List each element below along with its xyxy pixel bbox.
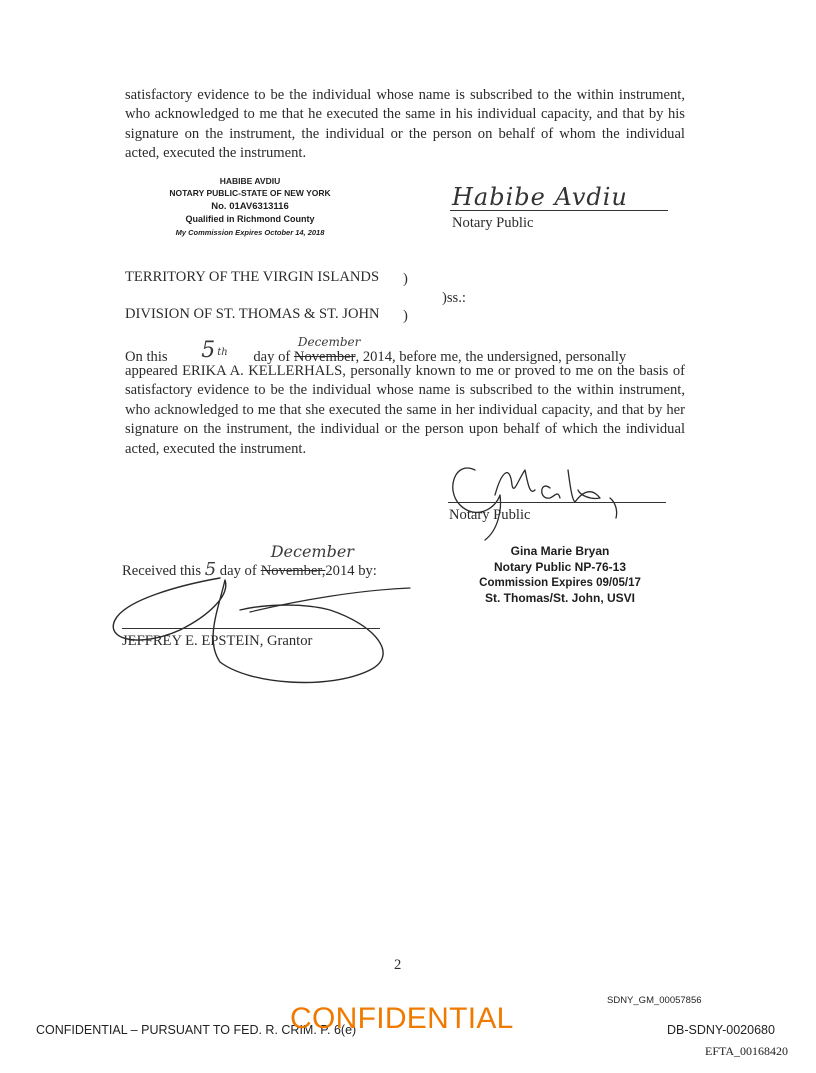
efta-number: EFTA_00168420 bbox=[705, 1044, 789, 1058]
ack-month-struck: November bbox=[293, 348, 356, 365]
stamp-line: Qualified in Richmond County bbox=[185, 214, 315, 224]
signature-line-1 bbox=[450, 210, 668, 211]
venue-ss: )ss.: bbox=[442, 290, 466, 306]
bates-right: DB-SDNY-0020680 bbox=[667, 1023, 775, 1037]
confidential-watermark: CONFIDENTIAL bbox=[290, 1002, 514, 1035]
stamp-line: NOTARY PUBLIC-STATE OF NEW YORK bbox=[169, 188, 331, 198]
ack-rest: , 2014, before me, the undersigned, personally bbox=[355, 348, 627, 365]
received-day-of: day of bbox=[219, 563, 257, 579]
ack-body: appeared ERIKA A. KELLERHALS, personally known to me or proved to me on the basis of satisfactory evidence to be the individual whose name is subscribed to the within instrument, who acknowledged to me that she executed the same in her individual capacity, and that by her signature on the instrument, the individual or the person upon behalf of which the individual acted, executed the instrument. bbox=[125, 363, 685, 457]
bates-top: SDNY_GM_00057856 bbox=[607, 995, 702, 1006]
grantor-signature-line bbox=[122, 628, 380, 629]
page-number: 2 bbox=[394, 957, 402, 973]
notary-signature-1: Habibe Avdiu bbox=[452, 183, 628, 211]
stamp-line: No. 01AV6313116 bbox=[211, 201, 289, 212]
received-prefix: Received this bbox=[122, 563, 202, 579]
venue-division: DIVISION OF ST. THOMAS & ST. JOHN bbox=[125, 306, 380, 322]
venue-territory: TERRITORY OF THE VIRGIN ISLANDS bbox=[125, 269, 380, 285]
notary-signature-2 bbox=[440, 440, 640, 550]
notary-stamp-2 bbox=[455, 544, 665, 606]
signature-line-2 bbox=[448, 502, 666, 503]
ack-day-suffix: th bbox=[217, 347, 228, 358]
venue-paren-1: ) bbox=[403, 271, 408, 287]
notary-title-2: Notary Public bbox=[449, 507, 531, 523]
received-day-handwritten: 5 bbox=[204, 559, 217, 580]
notary-paragraph-1: satisfactory evidence to be the individual whose name is subscribed to the within instrument, who acknowledged to me that he executed the same in his individual capacity, and that by his signature on the instrument, the individual or the person on behalf of whom the individual acted, executed the instrument. bbox=[125, 87, 685, 162]
grantor-name: JEFFREY E. EPSTEIN, Grantor bbox=[122, 633, 313, 649]
ack-month-handwritten: December bbox=[297, 334, 361, 349]
ack-on-this: On this bbox=[125, 348, 168, 365]
stamp-line: Commission Expires 09/05/17 bbox=[479, 577, 641, 589]
stamp-name: HABIBE AVDIU bbox=[219, 176, 281, 186]
confidential-footer-left: CONFIDENTIAL – PURSUANT TO FED. R. CRIM. P. 6(e) bbox=[36, 1023, 357, 1037]
ack-day-handwritten: 5 bbox=[201, 337, 216, 363]
stamp-line: Notary Public NP-76-13 bbox=[493, 560, 627, 574]
stamp-name: Gina Marie Bryan bbox=[510, 544, 610, 558]
notary-title-1: Notary Public bbox=[452, 215, 534, 231]
ack-day-of: day of bbox=[253, 348, 291, 365]
venue-paren-2: ) bbox=[403, 308, 408, 324]
stamp-line: My Commission Expires October 14, 2018 bbox=[175, 228, 325, 237]
stamp-line: St. Thomas/St. John, USVI bbox=[484, 591, 636, 605]
received-suffix: 2014 by: bbox=[325, 563, 377, 579]
received-month-struck: November, bbox=[260, 563, 326, 579]
received-month-handwritten: December bbox=[270, 542, 354, 561]
notary-stamp-1 bbox=[140, 175, 360, 239]
